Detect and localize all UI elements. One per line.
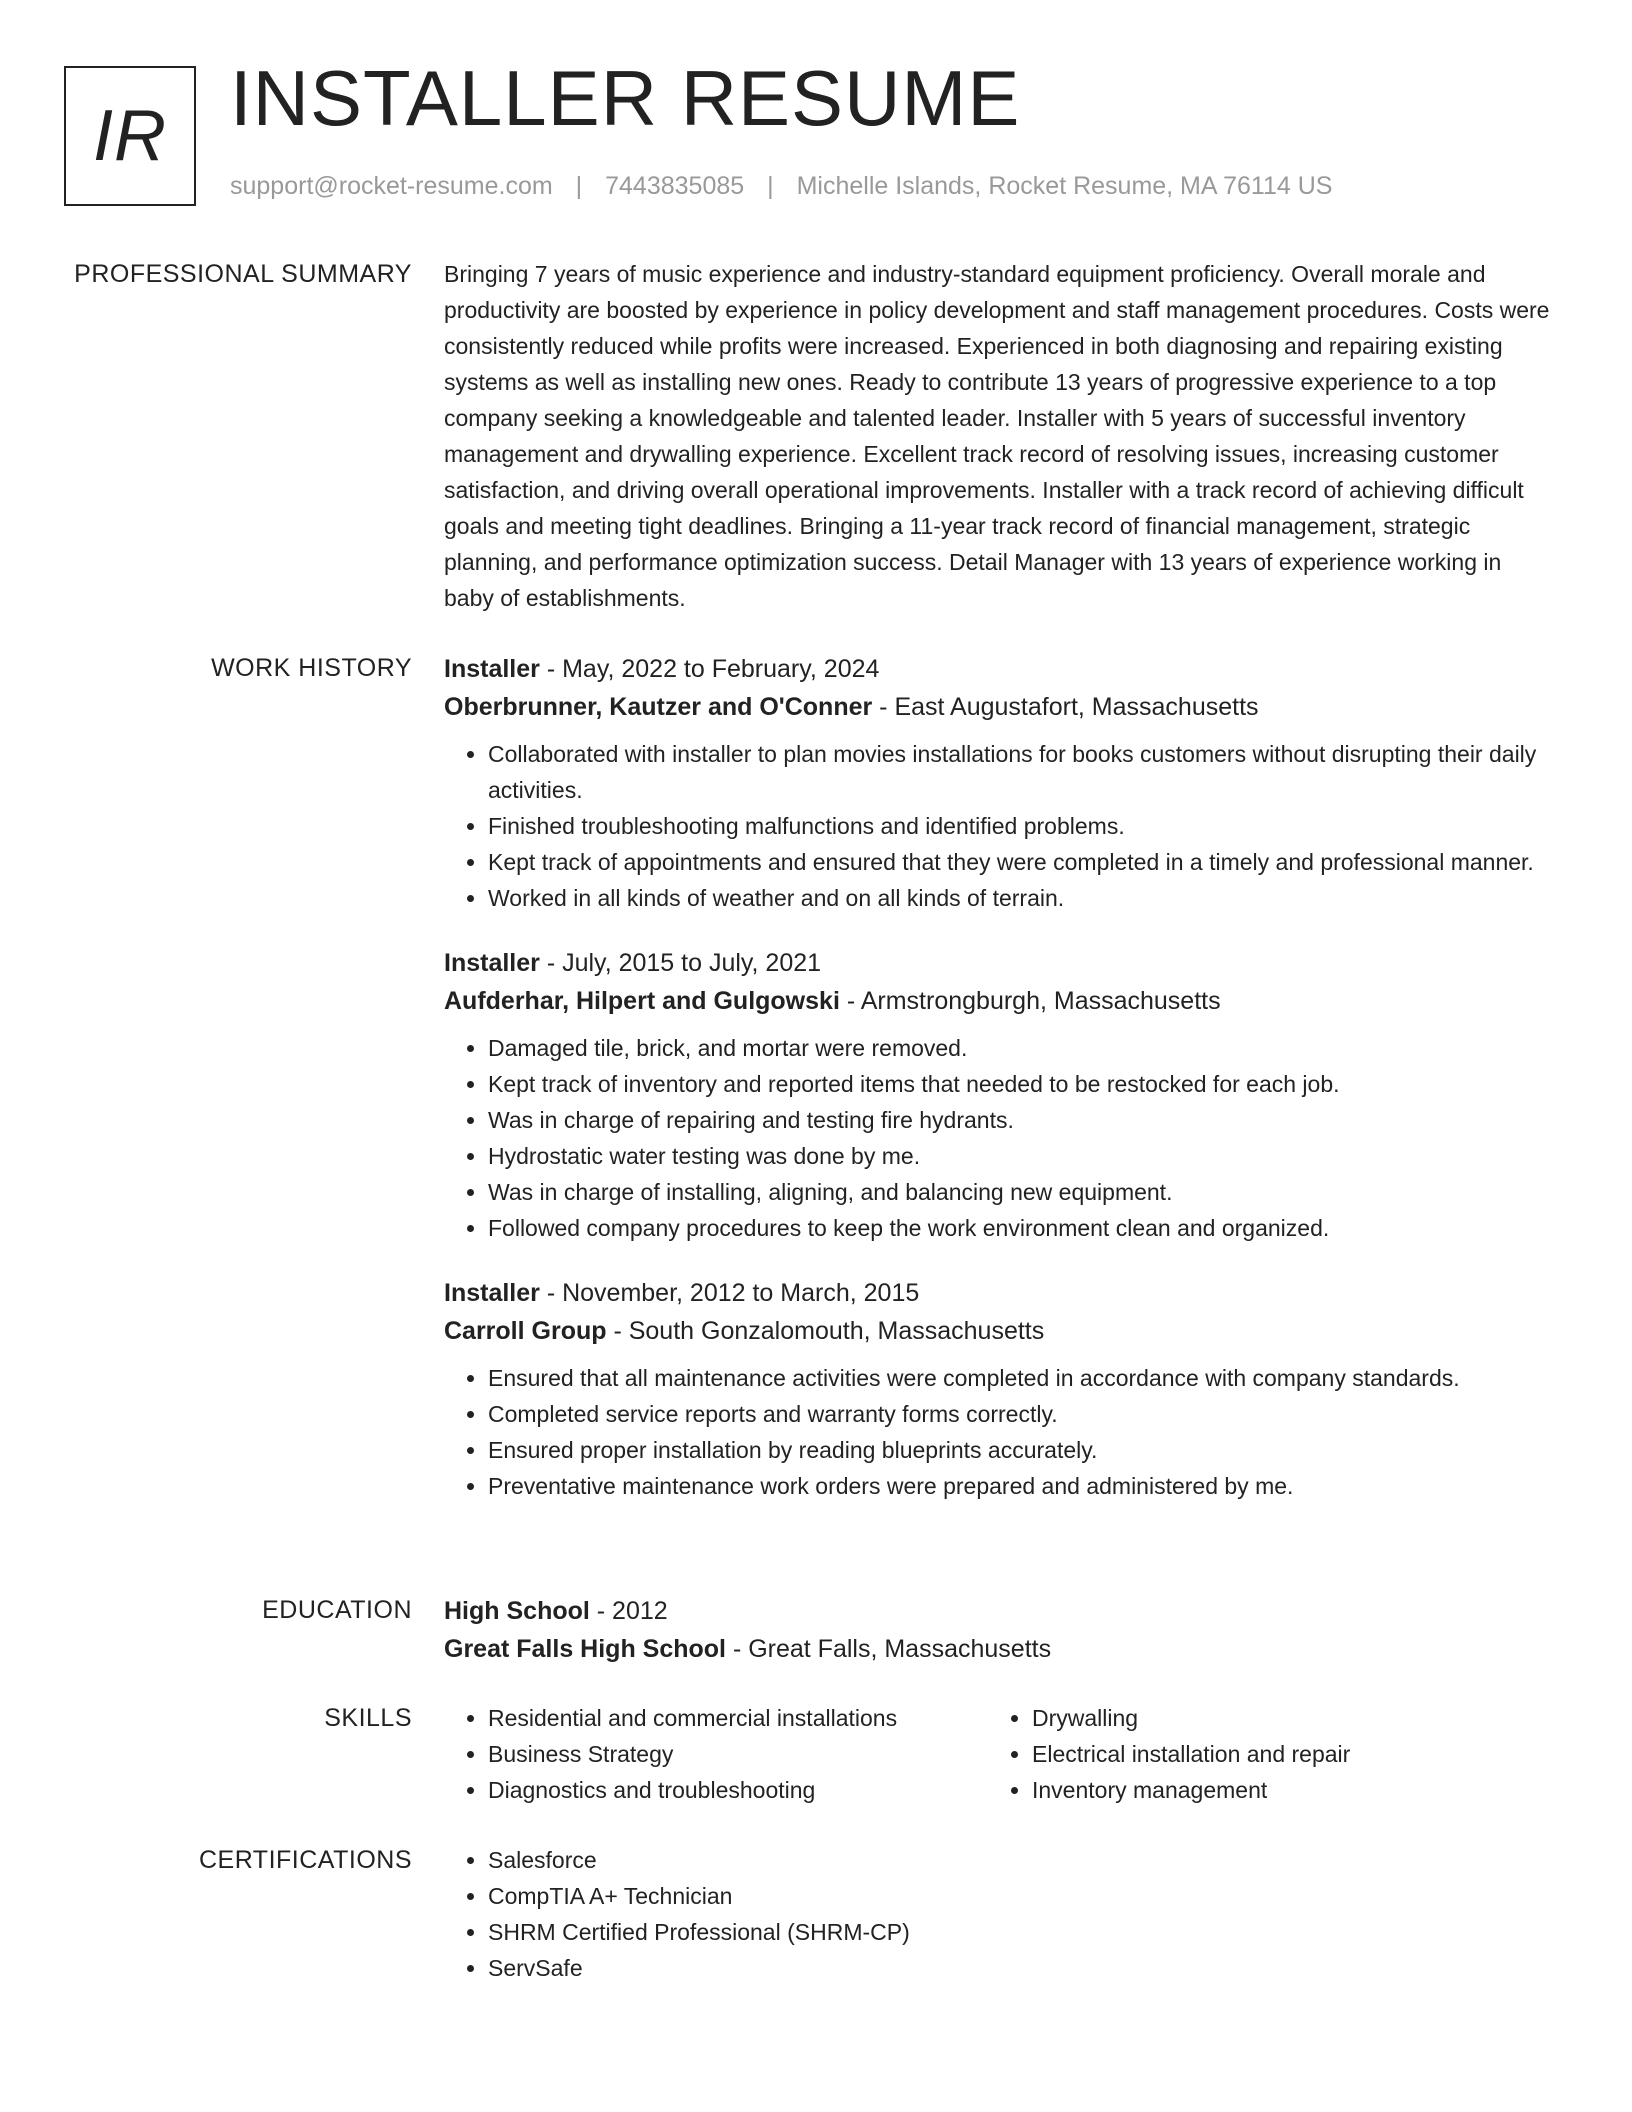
job-title: Installer <box>444 1279 540 1307</box>
job-title-line <box>444 944 1554 982</box>
skill-item: • Residential and commercial installations <box>488 1700 988 1736</box>
resume-title: INSTALLER RESUME <box>230 54 1021 142</box>
job-duty: • Kept track of appointments and ensured that they were completed in a timely and professional manner. <box>488 844 1554 880</box>
contact-phone: 7443835085 <box>605 172 745 200</box>
monogram-initials: IR <box>93 96 167 176</box>
education-body <box>444 1592 1554 1668</box>
contact-separator: | <box>767 172 774 200</box>
job-entry <box>444 650 1554 916</box>
summary-text: Bringing 7 years of music experience and industry-standard equipment proficiency. Overall morale and productivity are boosted by experience in policy development and staff management procedures. Costs were consistently reduced while profits were increased. Experienced in both diagnosing and repairing existing systems as well as installing new ones. Ready to contribute 13 years of progressive experience to a top company seeking a knowledgeable and talented leader. Installer with 5 years of successful inventory management and drywalling experience. Excellent track record of resolving issues, increasing customer satisfaction, and driving overall operational improvements. Installer with a track record of achieving difficult goals and meeting tight deadlines. Bringing a 11-year track record of financial management, strategic planning, and performance optimization success. Detail Manager with 13 years of experience working in baby of establishments. <box>444 261 1550 611</box>
skill-item: • Electrical installation and repair <box>1032 1736 1350 1772</box>
job-dates: - July, 2015 to July, 2021 <box>539 949 822 977</box>
job-duty: • Collaborated with installer to plan movies installations for books customers without disrupting their daily activities. <box>488 736 1554 808</box>
job-duty: • Was in charge of installing, aligning, and balancing new equipment. <box>488 1174 1554 1210</box>
education-school-line <box>444 1630 1554 1668</box>
skills-column <box>988 1700 1350 1808</box>
education-location: - Great Falls, Massachusetts <box>726 1635 1052 1663</box>
job-location: - East Augustafort, Massachusetts <box>872 693 1259 721</box>
job-duties-list <box>444 1360 1554 1504</box>
job-company: Aufderhar, Hilpert and Gulgowski <box>444 987 840 1015</box>
contact-address: Michelle Islands, Rocket Resume, MA 76114 US <box>796 172 1333 200</box>
job-duties-list <box>444 1030 1554 1246</box>
job-duty: • Was in charge of repairing and testing fire hydrants. <box>488 1102 1554 1138</box>
summary-body <box>444 256 1554 616</box>
skills-heading: SKILLS <box>324 1704 412 1732</box>
job-dates: - May, 2022 to February, 2024 <box>539 655 880 683</box>
job-title: Installer <box>444 949 540 977</box>
job-location: - Armstrongburgh, Massachusetts <box>839 987 1221 1015</box>
job-company-line <box>444 1312 1554 1350</box>
job-entry <box>444 944 1554 1246</box>
job-duty: • Damaged tile, brick, and mortar were removed. <box>488 1030 1554 1066</box>
job-company: Carroll Group <box>444 1317 607 1345</box>
skill-item: • Drywalling <box>1032 1700 1350 1736</box>
education-heading: EDUCATION <box>262 1596 412 1624</box>
job-dates: - November, 2012 to March, 2015 <box>539 1279 920 1307</box>
job-duty: • Finished troubleshooting malfunctions and identified problems. <box>488 808 1554 844</box>
education-year: - 2012 <box>589 1597 668 1625</box>
contact-email: support@rocket-resume.com <box>230 172 553 200</box>
contact-line <box>230 172 1332 201</box>
job-duty: • Ensured proper installation by reading blueprints accurately. <box>488 1432 1554 1468</box>
certification-item: • CompTIA A+ Technician <box>488 1878 910 1914</box>
skill-item: • Business Strategy <box>488 1736 988 1772</box>
job-duty: • Hydrostatic water testing was done by me. <box>488 1138 1554 1174</box>
job-duties-list <box>444 736 1554 916</box>
education-degree-line <box>444 1592 1554 1630</box>
work-history-heading: WORK HISTORY <box>211 654 412 682</box>
job-duty: • Preventative maintenance work orders were prepared and administered by me. <box>488 1468 1554 1504</box>
skill-item: • Diagnostics and troubleshooting <box>488 1772 988 1808</box>
job-company-line <box>444 688 1554 726</box>
skills-grid <box>444 1700 1554 1808</box>
job-duty: • Worked in all kinds of weather and on all kinds of terrain. <box>488 880 1554 916</box>
certification-item: • ServSafe <box>488 1950 910 1986</box>
certifications-heading: CERTIFICATIONS <box>198 1846 412 1874</box>
skills-column <box>444 1700 988 1808</box>
job-duty: • Followed company procedures to keep the work environment clean and organized. <box>488 1210 1554 1246</box>
education-degree: High School <box>444 1597 590 1625</box>
work-history-body <box>444 650 1554 1532</box>
education-school: Great Falls High School <box>444 1635 726 1663</box>
contact-separator: | <box>575 172 583 200</box>
job-title-line <box>444 650 1554 688</box>
summary-heading: PROFESSIONAL SUMMARY <box>74 260 412 288</box>
certification-item: • SHRM Certified Professional (SHRM-CP) <box>488 1914 910 1950</box>
certifications-list <box>444 1842 910 1986</box>
certifications-body <box>444 1842 1554 1986</box>
skill-item: • Inventory management <box>1032 1772 1350 1808</box>
monogram-box <box>64 66 196 206</box>
job-location: - South Gonzalomouth, Massachusetts <box>606 1317 1045 1345</box>
job-title: Installer <box>444 655 540 683</box>
skills-body <box>444 1700 1554 1808</box>
certification-item: • Salesforce <box>488 1842 910 1878</box>
job-company-line <box>444 982 1554 1020</box>
job-duty: • Completed service reports and warranty forms correctly. <box>488 1396 1554 1432</box>
job-duty: • Kept track of inventory and reported items that needed to be restocked for each job. <box>488 1066 1554 1102</box>
job-company: Oberbrunner, Kautzer and O'Conner <box>444 693 873 721</box>
job-title-line <box>444 1274 1554 1312</box>
certifications-list-wrap <box>444 1842 1554 1986</box>
job-entry <box>444 1274 1554 1504</box>
job-duty: • Ensured that all maintenance activities were completed in accordance with company standards. <box>488 1360 1554 1396</box>
